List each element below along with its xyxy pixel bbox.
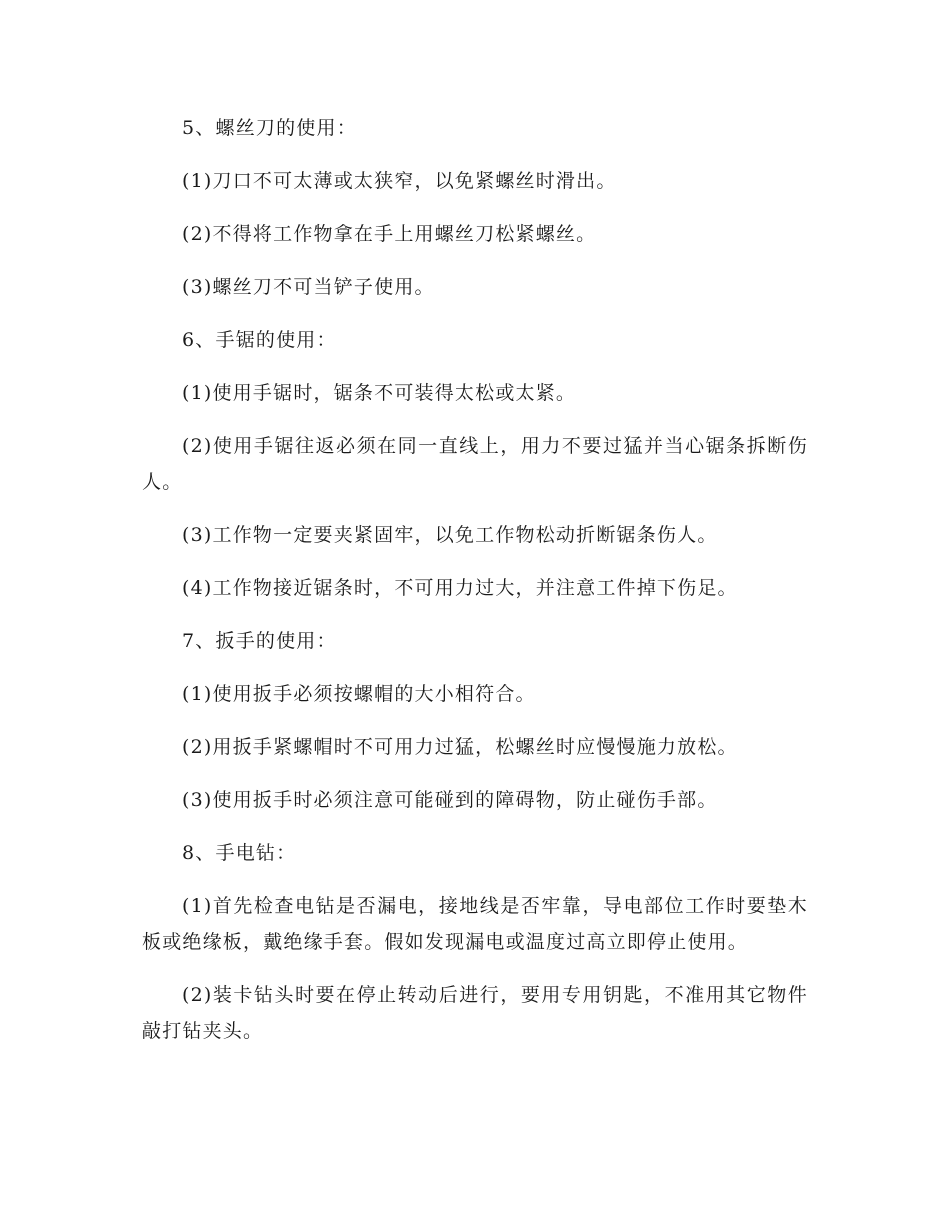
document-body xyxy=(142,110,808,1066)
paragraph: (1)使用手锯时，锯条不可装得太松或太紧。 xyxy=(182,382,577,404)
paragraph: (3)工作物一定要夹紧固牢，以免工作物松动折断锯条伤人。 xyxy=(182,524,718,546)
paragraph: (3)使用扳手时必须注意可能碰到的障碍物，防止碰伤手部。 xyxy=(182,789,718,811)
paragraph: (2)使用手锯往返必须在同一直线上，用力不要过猛并当心锯条拆断伤人。 xyxy=(142,435,808,493)
section-heading-wrench: 7、扳手的使用： xyxy=(182,630,337,652)
paragraph: (3)螺丝刀不可当铲子使用。 xyxy=(182,276,435,298)
paragraph: (2)不得将工作物拿在手上用螺丝刀松紧螺丝。 xyxy=(182,223,597,245)
paragraph: (1)刀口不可太薄或太狭窄，以免紧螺丝时滑出。 xyxy=(182,170,617,192)
paragraph: (4)工作物接近锯条时，不可用力过大，并注意工件掉下伤足。 xyxy=(182,577,738,599)
paragraph: (1)首先检查电钻是否漏电，接地线是否牢靠，导电部位工作时要垫木板或绝缘板，戴绝缘手套。假如发现漏电或温度过高立即停止使用。 xyxy=(142,895,808,953)
section-heading-screwdriver: 5、螺丝刀的使用： xyxy=(182,117,357,139)
paragraph: (2)用扳手紧螺帽时不可用力过猛，松螺丝时应慢慢施力放松。 xyxy=(182,736,738,758)
paragraph: (1)使用扳手必须按螺帽的大小相符合。 xyxy=(182,683,536,705)
section-heading-hand-saw: 6、手锯的使用： xyxy=(182,329,337,351)
section-heading-electric-drill: 8、手电钻： xyxy=(182,842,297,864)
paragraph: (2)装卡钻头时要在停止转动后进行，要用专用钥匙，不准用其它物件敲打钻夹头。 xyxy=(142,984,808,1042)
